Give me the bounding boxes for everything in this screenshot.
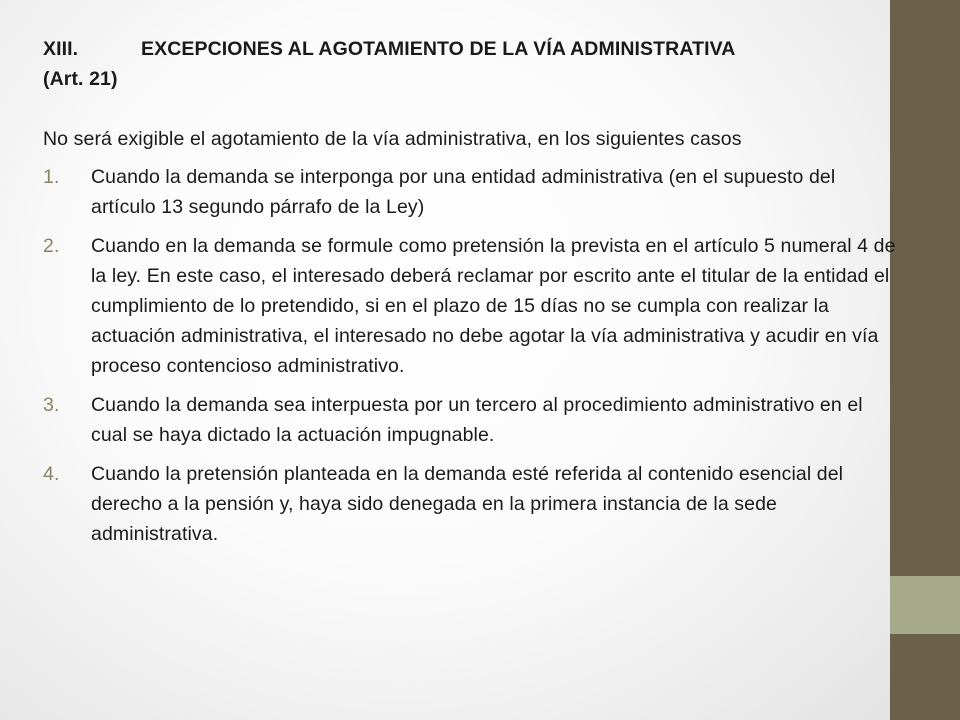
list-item-text: Cuando en la demanda se formule como pretensión la prevista en el artículo 5 numeral 4 de la ley. En este caso, el interesado deberá reclamar por escrito ante el titular de la entidad el cumplimiento de lo pretendido, si en el plazo de 15 días no se cumpla con realizar la actuación administrativa, el interesado no debe agotar la vía administrativa y acudir en vía proceso contencioso administrativo. xyxy=(91,235,896,377)
list-item-number: 1. xyxy=(43,166,60,188)
list-item-text: Cuando la demanda sea interpuesta por un tercero al procedimiento administrativo en el cual se haya dictado la actuación impugnable. xyxy=(91,394,863,446)
list-item-number: 4. xyxy=(43,463,60,485)
slide-content xyxy=(43,34,896,558)
list-item xyxy=(43,162,891,222)
heading-title: EXCEPCIONES AL AGOTAMIENTO DE LA VÍA ADMINISTRATIVA xyxy=(141,38,736,60)
list-item-number: 3. xyxy=(43,394,60,416)
list-item-number: 2. xyxy=(43,235,60,257)
slide-heading xyxy=(43,34,893,94)
exceptions-list xyxy=(43,162,896,549)
list-item-text: Cuando la pretensión planteada en la demanda esté referida al contenido esencial del derecho a la pensión y, haya sido denegada en la primera instancia de la sede administrativa. xyxy=(91,463,844,545)
heading-number: XIII. xyxy=(43,38,79,60)
list-item xyxy=(43,459,891,549)
list-item-text: Cuando la demanda se interponga por una entidad administrativa (en el supuesto del artículo 13 segundo párrafo de la Ley) xyxy=(91,166,836,218)
list-item xyxy=(43,231,899,381)
intro-paragraph: No será exigible el agotamiento de la vía administrativa, en los siguientes casos xyxy=(43,128,742,150)
sidebar-accent-block xyxy=(890,576,960,634)
list-item xyxy=(43,390,891,450)
heading-subtitle: (Art. 21) xyxy=(43,68,118,90)
